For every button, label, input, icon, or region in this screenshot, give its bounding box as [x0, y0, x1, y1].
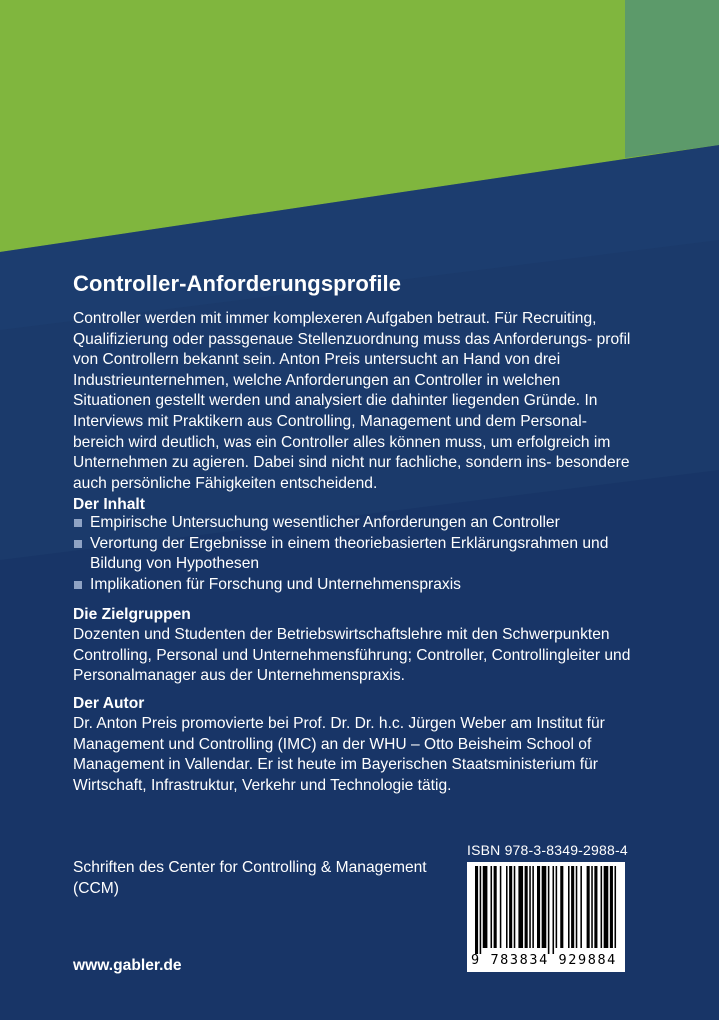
list-item: Implikationen für Forschung und Unternehmenspraxis: [73, 575, 633, 596]
barcode-bar: [532, 866, 534, 948]
barcode-bar: [525, 866, 528, 948]
book-title: Controller-Anforderungsprofile: [73, 271, 402, 296]
barcode-bar: [615, 866, 617, 948]
barcode-bar: [514, 866, 516, 948]
barcode-bar: [604, 866, 609, 948]
bullet-square-icon: [74, 540, 82, 548]
publisher-url[interactable]: www.gabler.de: [73, 957, 182, 974]
barcode-bar: [594, 866, 597, 948]
barcode-bar: [483, 866, 488, 948]
barcode-bar: [529, 866, 531, 948]
barcode-bar: [491, 866, 493, 948]
barcode-bar: [553, 866, 555, 954]
list-item: Verortung der Ergebnisse in einem theoriebasierten Erklärungsrahmen und Bildung von Hypothesen: [73, 534, 633, 575]
barcode: [467, 862, 625, 972]
list-item: Empirische Untersuchung wesentlicher Anforderungen an Controller: [73, 513, 633, 534]
barcode-bar: [542, 866, 547, 948]
inhalt-list: [73, 513, 633, 595]
barcode-bar: [568, 866, 570, 948]
barcode-bar: [518, 866, 523, 948]
barcode-digits: 9 783834 929884: [471, 952, 617, 968]
barcode-bar: [576, 866, 578, 948]
barcode-bar: [475, 866, 478, 954]
barcode-bar: [500, 866, 502, 948]
barcode-bar: [556, 866, 558, 948]
barcode-bar: [494, 866, 497, 948]
barcode-bar: [506, 866, 508, 948]
zielgruppen-heading: Die Zielgruppen: [73, 606, 191, 623]
bullet-square-icon: [74, 519, 82, 527]
isbn-label: ISBN 978-3-8349-2988-4: [467, 842, 628, 858]
barcode-bar: [560, 866, 563, 948]
barcode-bar: [610, 866, 613, 948]
bullet-square-icon: [74, 581, 82, 589]
barcode-bar: [591, 866, 593, 948]
inhalt-heading: Der Inhalt: [73, 496, 145, 513]
autor-text: Dr. Anton Preis promovierte bei Prof. Dr. Dr. h.c. Jürgen Weber am Institut für Management und Controlling (IMC) an der WHU – Otto Beisheim School of Management in Vallendar. Er ist heute im Bayerischen Staatsministerium für Wirtschaft, Infrastruktur, Verkehr und Technologie tätig.: [73, 715, 605, 794]
barcode-bar: [509, 866, 512, 948]
barcode-bar: [601, 866, 603, 948]
barcode-bar: [480, 866, 482, 954]
autor-heading: Der Autor: [73, 695, 145, 712]
zielgruppen-text: Dozenten und Studenten der Betriebswirtschaftslehre mit den Schwerpunkten Controlling, Personal und Unternehmensführung; Controller, Controllingleiter und Personalmanager aus der Unternehmenspraxis.: [73, 626, 631, 685]
barcode-bar: [580, 866, 582, 948]
barcode-bar: [571, 866, 574, 948]
series-title: Schriften des Center for Controlling & Management (CCM): [73, 859, 427, 897]
intro-paragraph: Controller werden mit immer komplexeren Aufgaben betraut. Für Recruiting, Qualifizierung oder passgenaue Stellenzuordnung muss das Anforderungs- profil von Controllern bekannt sein. Anton Preis untersucht an Hand von drei Industrieunternehmen, welche Anforderungen an Controller in welchen Situationen gestellt werden und analysiert die dahinter liegenden Gründe. In Interviews mit Praktikern aus Controlling, Management und dem Personal- bereich wird deutlich, was ein Controller alles können muss, um erfolgreich im Unternehmen zu agieren. Dabei sind nicht nur fachliche, sondern ins- besondere auch persönliche Fähigkeiten entscheidend.: [73, 310, 631, 492]
barcode-bar: [548, 866, 550, 954]
barcode-bar: [587, 866, 590, 948]
teal-band: [625, 0, 719, 158]
barcode-bar: [537, 866, 540, 948]
